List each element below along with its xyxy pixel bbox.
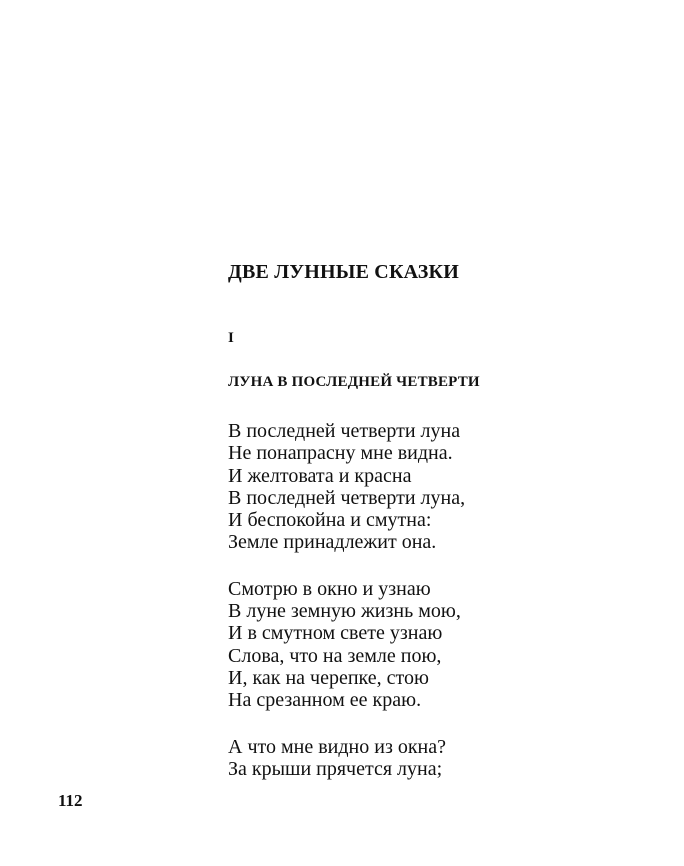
poem-line: В луне земную жизнь мою, [228,600,461,623]
poem-line: На срезанном ее краю. [228,689,422,712]
poem-line: В последней четверти луна [228,420,461,442]
poem-line: И беспокойна и смутна: [228,509,432,532]
part-number: I [228,330,234,346]
poem-line: Слова, что на земле пою, [228,644,442,667]
stanza [228,578,648,712]
poem-line: За крыши прячется луна; [228,757,443,780]
poem-title: ЛУНА В ПОСЛЕДНЕЙ ЧЕТВЕРТИ [228,374,480,390]
page-number: 112 [58,791,83,810]
poem-line: А что мне видно из окна? [228,735,447,758]
poem-cycle-title: ДВЕ ЛУННЫЕ СКАЗКИ [228,261,460,283]
poem-line: Смотрю в окно и узнаю [228,577,431,600]
poem-text [228,420,648,804]
poem-line: И желтовата и красна [228,464,412,487]
poem-line: И в смутном свете узнаю [228,622,443,645]
stanza [228,736,648,781]
poem-line: И, как на черепке, стою [228,666,429,689]
poem-line: Не понапрасну мне видна. [228,442,453,465]
stanza [228,420,648,554]
poem-line: Земле принадлежит она. [228,531,437,554]
poem-line: В последней четверти луна, [228,486,466,509]
